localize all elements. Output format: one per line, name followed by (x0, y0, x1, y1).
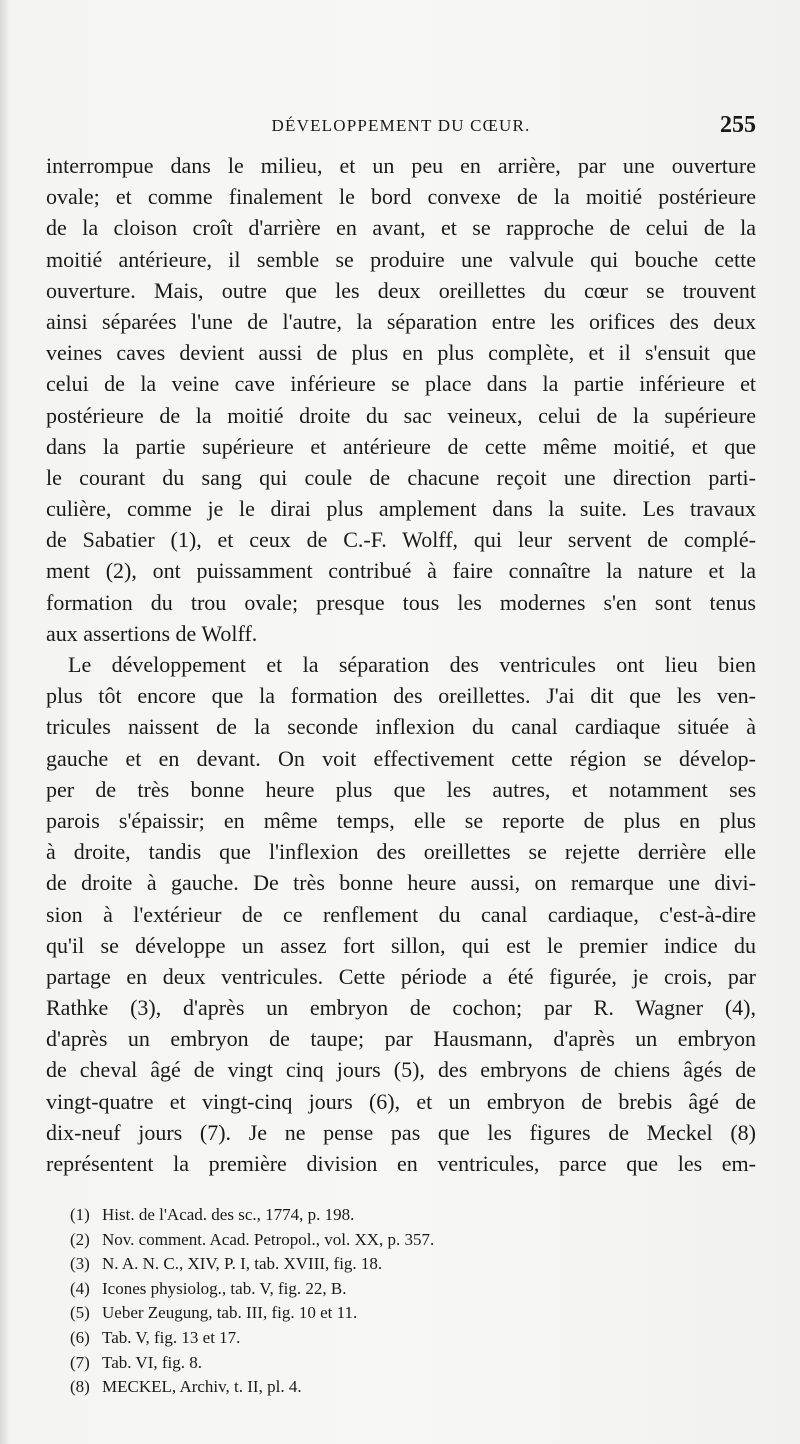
page-number: 255 (720, 112, 756, 138)
footnote-text: Hist. de l'Acad. des sc., 1774, p. 198. (102, 1205, 355, 1224)
footnote-number: (4) (70, 1278, 90, 1298)
footnote (70, 1326, 760, 1351)
text-line: d'après un embryon de taupe; par Hausmann, d'après un embryon (46, 1026, 756, 1052)
page-header (46, 112, 756, 144)
footnote-text: Ueber Zeugung, tab. III, fig. 10 et 11. (102, 1303, 358, 1323)
text-line: le courant du sang qui coule de chacune reçoit une direction parti- (46, 464, 756, 490)
footnote-number: (5) (70, 1303, 90, 1323)
body-text (46, 150, 756, 1179)
text-line: moitié antérieure, il semble se produire une valvule qui bouche cette (46, 246, 756, 272)
text-line: celui de la veine cave inférieure se place dans la partie inférieure et (46, 371, 756, 397)
footnote-text: Icones physiolog., tab. V, fig. 22, B. (102, 1278, 347, 1298)
footnote-number: (8) (70, 1377, 90, 1397)
text-line: aux assertions de Wolff. (46, 620, 258, 646)
text-line: vingt-quatre et vingt-cinq jours (6), et un embryon de brebis âgé de (46, 1088, 756, 1114)
footnote (70, 1375, 760, 1400)
text-line: partage en deux ventricules. Cette période a été figurée, je crois, par (46, 963, 756, 989)
footnotes (70, 1203, 760, 1400)
text-line: postérieure de la moitié droite du sac veineux, celui de la supérieure (46, 402, 756, 428)
text-line: dix-neuf jours (7). Je ne pense pas que les figures de Meckel (8) (46, 1119, 756, 1145)
footnote-text: Tab. VI, fig. 8. (102, 1352, 203, 1372)
text-line: représentent la première division en ventricules, parce que les em- (46, 1151, 756, 1176)
text-line: tricules naissent de la seconde inflexion du canal cardiaque située à (46, 714, 756, 740)
text-line: formation du trou ovale; presque tous les modernes s'en sont tenus (46, 589, 756, 615)
text-line: parois s'épaissir; en même temps, elle se reporte de plus en plus (46, 807, 756, 833)
text-line: interrompue dans le milieu, et un peu en arrière, par une ouverture (46, 153, 756, 178)
footnote (70, 1252, 760, 1277)
page-edge-shadow (0, 0, 10, 1444)
text-line: de la cloison croît d'arrière en avant, et se rapproche de celui de la (46, 215, 756, 241)
text-line: ovale; et comme finalement le bord convexe de la moitié postérieure (46, 184, 756, 210)
text-line: culière, comme je le dirai plus amplement dans la suite. Les travaux (46, 496, 756, 522)
text-line: per de très bonne heure plus que les autres, et notamment ses (46, 776, 756, 802)
footnote-text: MECKEL, Archiv, t. II, pl. 4. (102, 1377, 302, 1397)
footnote (70, 1277, 760, 1302)
paragraph-start-line: Le développement et la séparation des ventricules ont lieu bien (68, 652, 756, 677)
text-line: dans la partie supérieure et antérieure de cette même moitié, et que (46, 433, 756, 459)
text-line: sion à l'extérieur de ce renflement du canal cardiaque, c'est-à-dire (46, 901, 756, 927)
footnote-number: (6) (70, 1327, 90, 1347)
footnote (70, 1203, 760, 1228)
footnote-number: (2) (70, 1229, 90, 1249)
text-line: de droite à gauche. De très bonne heure aussi, on remarque une divi- (46, 870, 756, 896)
footnote-text: N. A. N. C., XIV, P. I, tab. XVIII, fig. 18. (102, 1254, 383, 1274)
text-line: plus tôt encore que la formation des oreillettes. J'ai dit que les ven- (46, 683, 756, 709)
text-line: de Sabatier (1), et ceux de C.-F. Wolff, qui leur servent de complé- (46, 527, 756, 553)
text-line: qu'il se développe un assez fort sillon, qui est le premier indice du (46, 932, 756, 958)
text-line: ainsi séparées l'une de l'autre, la séparation entre les orifices des deux (46, 308, 756, 334)
footnote (70, 1228, 760, 1253)
footnote-text: Nov. comment. Acad. Petropol., vol. XX, p. 357. (102, 1229, 435, 1249)
text-line: ouverture. Mais, outre que les deux oreillettes du cœur se trouvent (46, 277, 756, 303)
footnote-text: Tab. V, fig. 13 et 17. (102, 1327, 241, 1347)
text-line: veines caves devient aussi de plus en plus complète, et il s'ensuit que (46, 340, 756, 366)
text-line: ment (2), ont puissamment contribué à faire connaître la nature et la (46, 558, 756, 584)
running-title: DÉVELOPPEMENT DU CŒUR. (271, 116, 531, 135)
text-line: Rathke (3), d'après un embryon de cochon; par R. Wagner (4), (46, 995, 756, 1021)
footnote-number: (3) (70, 1254, 90, 1274)
footnote (70, 1301, 760, 1326)
text-line: de cheval âgé de vingt cinq jours (5), des embryons de chiens âgés de (46, 1057, 756, 1083)
text-line: gauche et en devant. On voit effectivement cette région se dévelop- (46, 745, 756, 771)
footnote (70, 1351, 760, 1376)
footnote-number: (7) (70, 1352, 90, 1372)
footnote-number: (1) (70, 1205, 90, 1224)
text-line: à droite, tandis que l'inflexion des oreillettes se rejette derrière elle (46, 839, 756, 865)
